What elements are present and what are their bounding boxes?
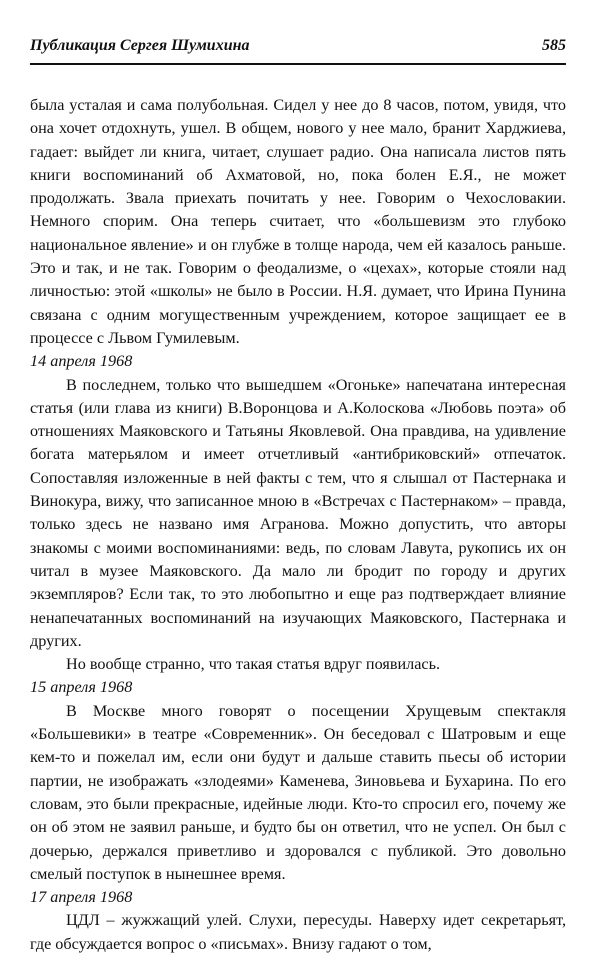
entry-date: 14 апреля 1968 [30, 352, 133, 371]
running-header [30, 37, 566, 55]
page-body [30, 94, 566, 956]
entry-paragraph: В последнем, только что вышедшем «Огоньке» напечатана интересная статья (или глава из книги) В.Воронцова и А.Колоскова «Любовь поэта» об отношениях Маяковского и Татьяны Яковлевой. Она правдива, на удивление богата матерьялом и имеет отчетливый «антибриковский» отпечаток. Сопоставляя изложенные в ней факты с тем, что я слышал от Пастернака и Винокура, вижу, что записанное мною в «Встречах с Пастернаком» – правда, только здесь не названо имя Агранова. Можно допустить, что авторы знакомы с моими воспоминаниями: ведь, по словам Лавута, рукопись их он читал в музее Маяковского. Да мало ли бродит по городу и других экземпляров? Если так, то это любопытно и еще раз подтверждает влияние ненапечатанных воспоминаний на изучающих Маяковского, Пастернака и других. [30, 375, 566, 650]
entry-date: 15 апреля 1968 [30, 678, 133, 697]
intro-paragraph: была усталая и сама полубольная. Сидел у нее до 8 часов, потом, увидя, что она хочет отдохнуть, ушел. В общем, нового у нее мало, бранит Харджиева, гадает: выйдет ли книга, читает, слушает радио. Она написала листов пять книги воспоминаний об Ахматовой, но, пока болен Е.Я., не может продолжать. Звала приехать почитать у нее. Говорим о Чехословакии. Немного спорим. Она теперь считает, что «большевизм это глубоко национальное явление» и он глубже в толще народа, чем ей казалось раньше. Это и так, и не так. Говорим о феодализме, о «цехах», которые стояли над личностью: этой «школы» не было в России. Н.Я. думает, что Ирина Пунина связана с одним могущественным учреждением, которое защищает ее в процессе с Львом Гумилевым. [30, 96, 566, 347]
entry-date: 17 апреля 1968 [30, 888, 133, 907]
entry-paragraph: ЦДЛ – жужжащий улей. Слухи, пересуды. Наверху идет секретарьят, где обсуждается вопрос о «письмах». Внизу гадают о том, [30, 911, 566, 953]
entry-paragraph: В Москве много говорят о посещении Хрущевым спектакля «Большевики» в театре «Современник». Он беседовал с Шатровым и еще кем-то и пожелал им, если они будут и дальше ставить пьесы об истории партии, не изображать «злодеями» Каменева, Зиновьева и Бухарина. По его словам, это были прекрасные, идейные люди. Кто-то спросил его, почему же он об этом не заявил раньше, и будто бы он ответил, что не успел. Он был с дочерью, держался приветливо и здоровался с публикой. Это довольно смелый поступок в нынешнее время. [30, 701, 566, 883]
page-number: 585 [542, 37, 566, 54]
running-title: Публикация Сергея Шумихина [30, 37, 250, 54]
entry-paragraph: Но вообще странно, что такая статья вдруг появилась. [66, 655, 441, 674]
header-rule [30, 63, 566, 65]
